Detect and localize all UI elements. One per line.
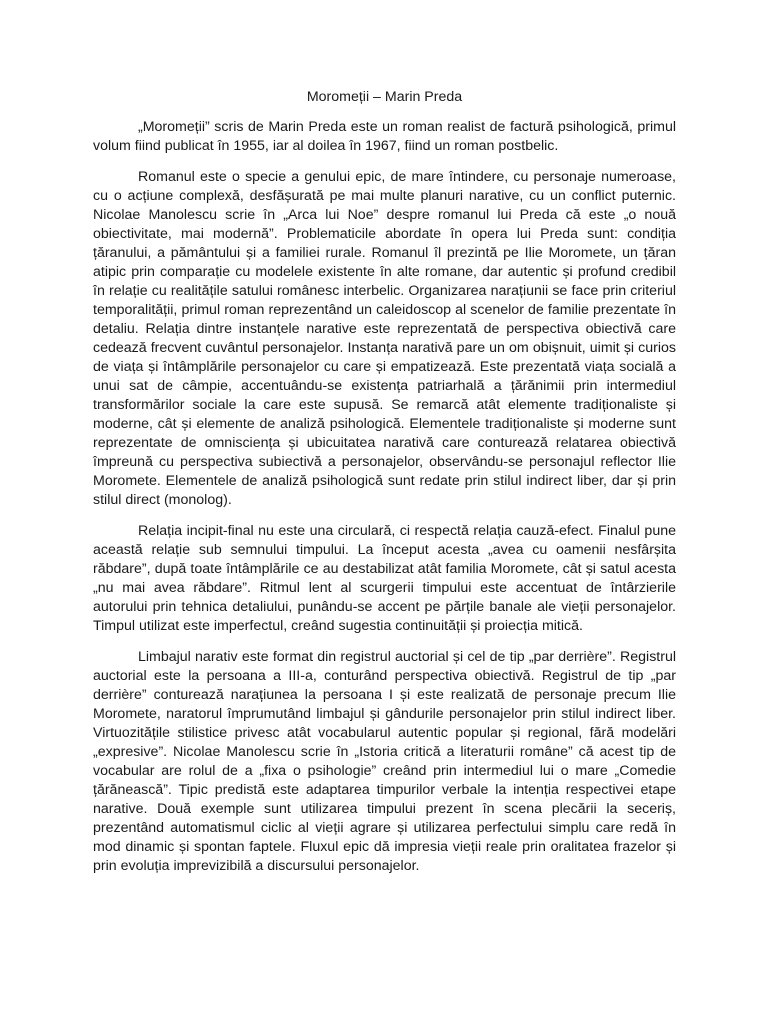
paragraph-genre: Romanul este o specie a genului epic, de mare întindere, cu personaje numeroase, cu o acțiune complexă, desfășurată pe mai multe planuri narative, cu un conflict puternic. Nicolae Manolescu scrie în „Arca lui Noe” despre romanul lui Preda că este „o nouă obiectivitate, mai modernă”. Problematicile abordate în opera lui Preda sunt: condiția țăranului, a pământului și a familiei rurale. Romanul îl prezintă pe Ilie Moromete, un țăran atipic prin comparație cu modelele existente în alte romane, dar autentic și profund credibil în relație cu realitățile satului românesc interbelic. Organizarea narațiunii se face prin criteriul temporalității, primul roman reprezentând un caleidoscop al scenelor de familie prezentate în detaliu. Relația dintre instanțele narative este reprezentată de perspectiva obiectivă care cedează frecvent cuvântul personajelor. Instanța narativă pare un om obișnuit, uimit și curios de viața și întâmplările personajelor cu care și empatizează. Este prezentată viața socială a unui sat de câmpie, accentuându-se existența patriarhală a țărănimii prin intermediul transformărilor sociale la care este supusă. Se remarcă atât elemente tradiționaliste și moderne, cât și elemente de analiză psihologică. Elementele tradiționaliste și moderne sunt reprezentate de omnisciența și ubicuitatea narativă care conturează relatarea obiectivă împreună cu perspectiva subiectivă a personajelor, observându-se personajul reflector Ilie Moromete. Elementele de analiză psihologică sunt redate prin stilul indirect liber, dar și prin stilul direct (monolog). <box>93 169 676 508</box>
paragraph-language: Limbajul narativ este format din registrul auctorial și cel de tip „par derrière”. Registrul auctorial este la persoana a III-a, conturând perspectiva obiectivă. Registrul de tip „par derrière” conturează narațiunea la persoana I și este realizată de personaje precum Ilie Moromete, naratorul împrumutând limbajul și gândurile personajelor prin stilul indirect liber. Virtuozitățile stilistice privesc atât vocabularul autentic popular și regional, fără modelări „expresive”. Nicolae Manolescu scrie în „Istoria critică a literaturii române” că acest tip de vocabular are rolul de a „fixa o psihologie” creând prin intermediul lui o mare „Comedie țărănească”. Tipic predistă este adaptarea timpurilor verbale la intenția respectivei etape narative. Două exemple sunt utilizarea timpului prezent în scena plecării la seceriș, prezentând automatismul ciclic al vieții agrare și utilizarea perfectului simplu care redă în mod dinamic și spontan faptele. Fluxul epic dă impresia vieții reale prin oralitatea frazelor și prin evoluția imprevizibilă a discursului personajelor. <box>93 649 676 874</box>
document-body <box>93 88 676 888</box>
document-title: Moromeții – Marin Preda <box>306 89 463 105</box>
paragraph-intro: „Moromeții” scris de Marin Preda este un roman realist de factură psihologică, primul volum fiind publicat în 1955, iar al doilea în 1967, fiind un roman postbelic. <box>93 119 676 154</box>
paragraph-incipit-final: Relația incipit-final nu este una circulară, ci respectă relația cauză-efect. Finalul pune această relație sub semnului timpului. La început acesta „avea cu oamenii nesfârșita răbdare”, după toate întâmplările ce au destabilizat atât familia Moromete, cât și satul acesta „nu mai avea răbdare”. Ritmul lent al scurgerii timpului este accentuat de întârzierile autorului prin tehnica detaliului, punându-se accent pe părțile banale ale vieții personajelor. Timpul utilizat este imperfectul, creând sugestia continuității și proiecția mitică. <box>93 523 676 634</box>
